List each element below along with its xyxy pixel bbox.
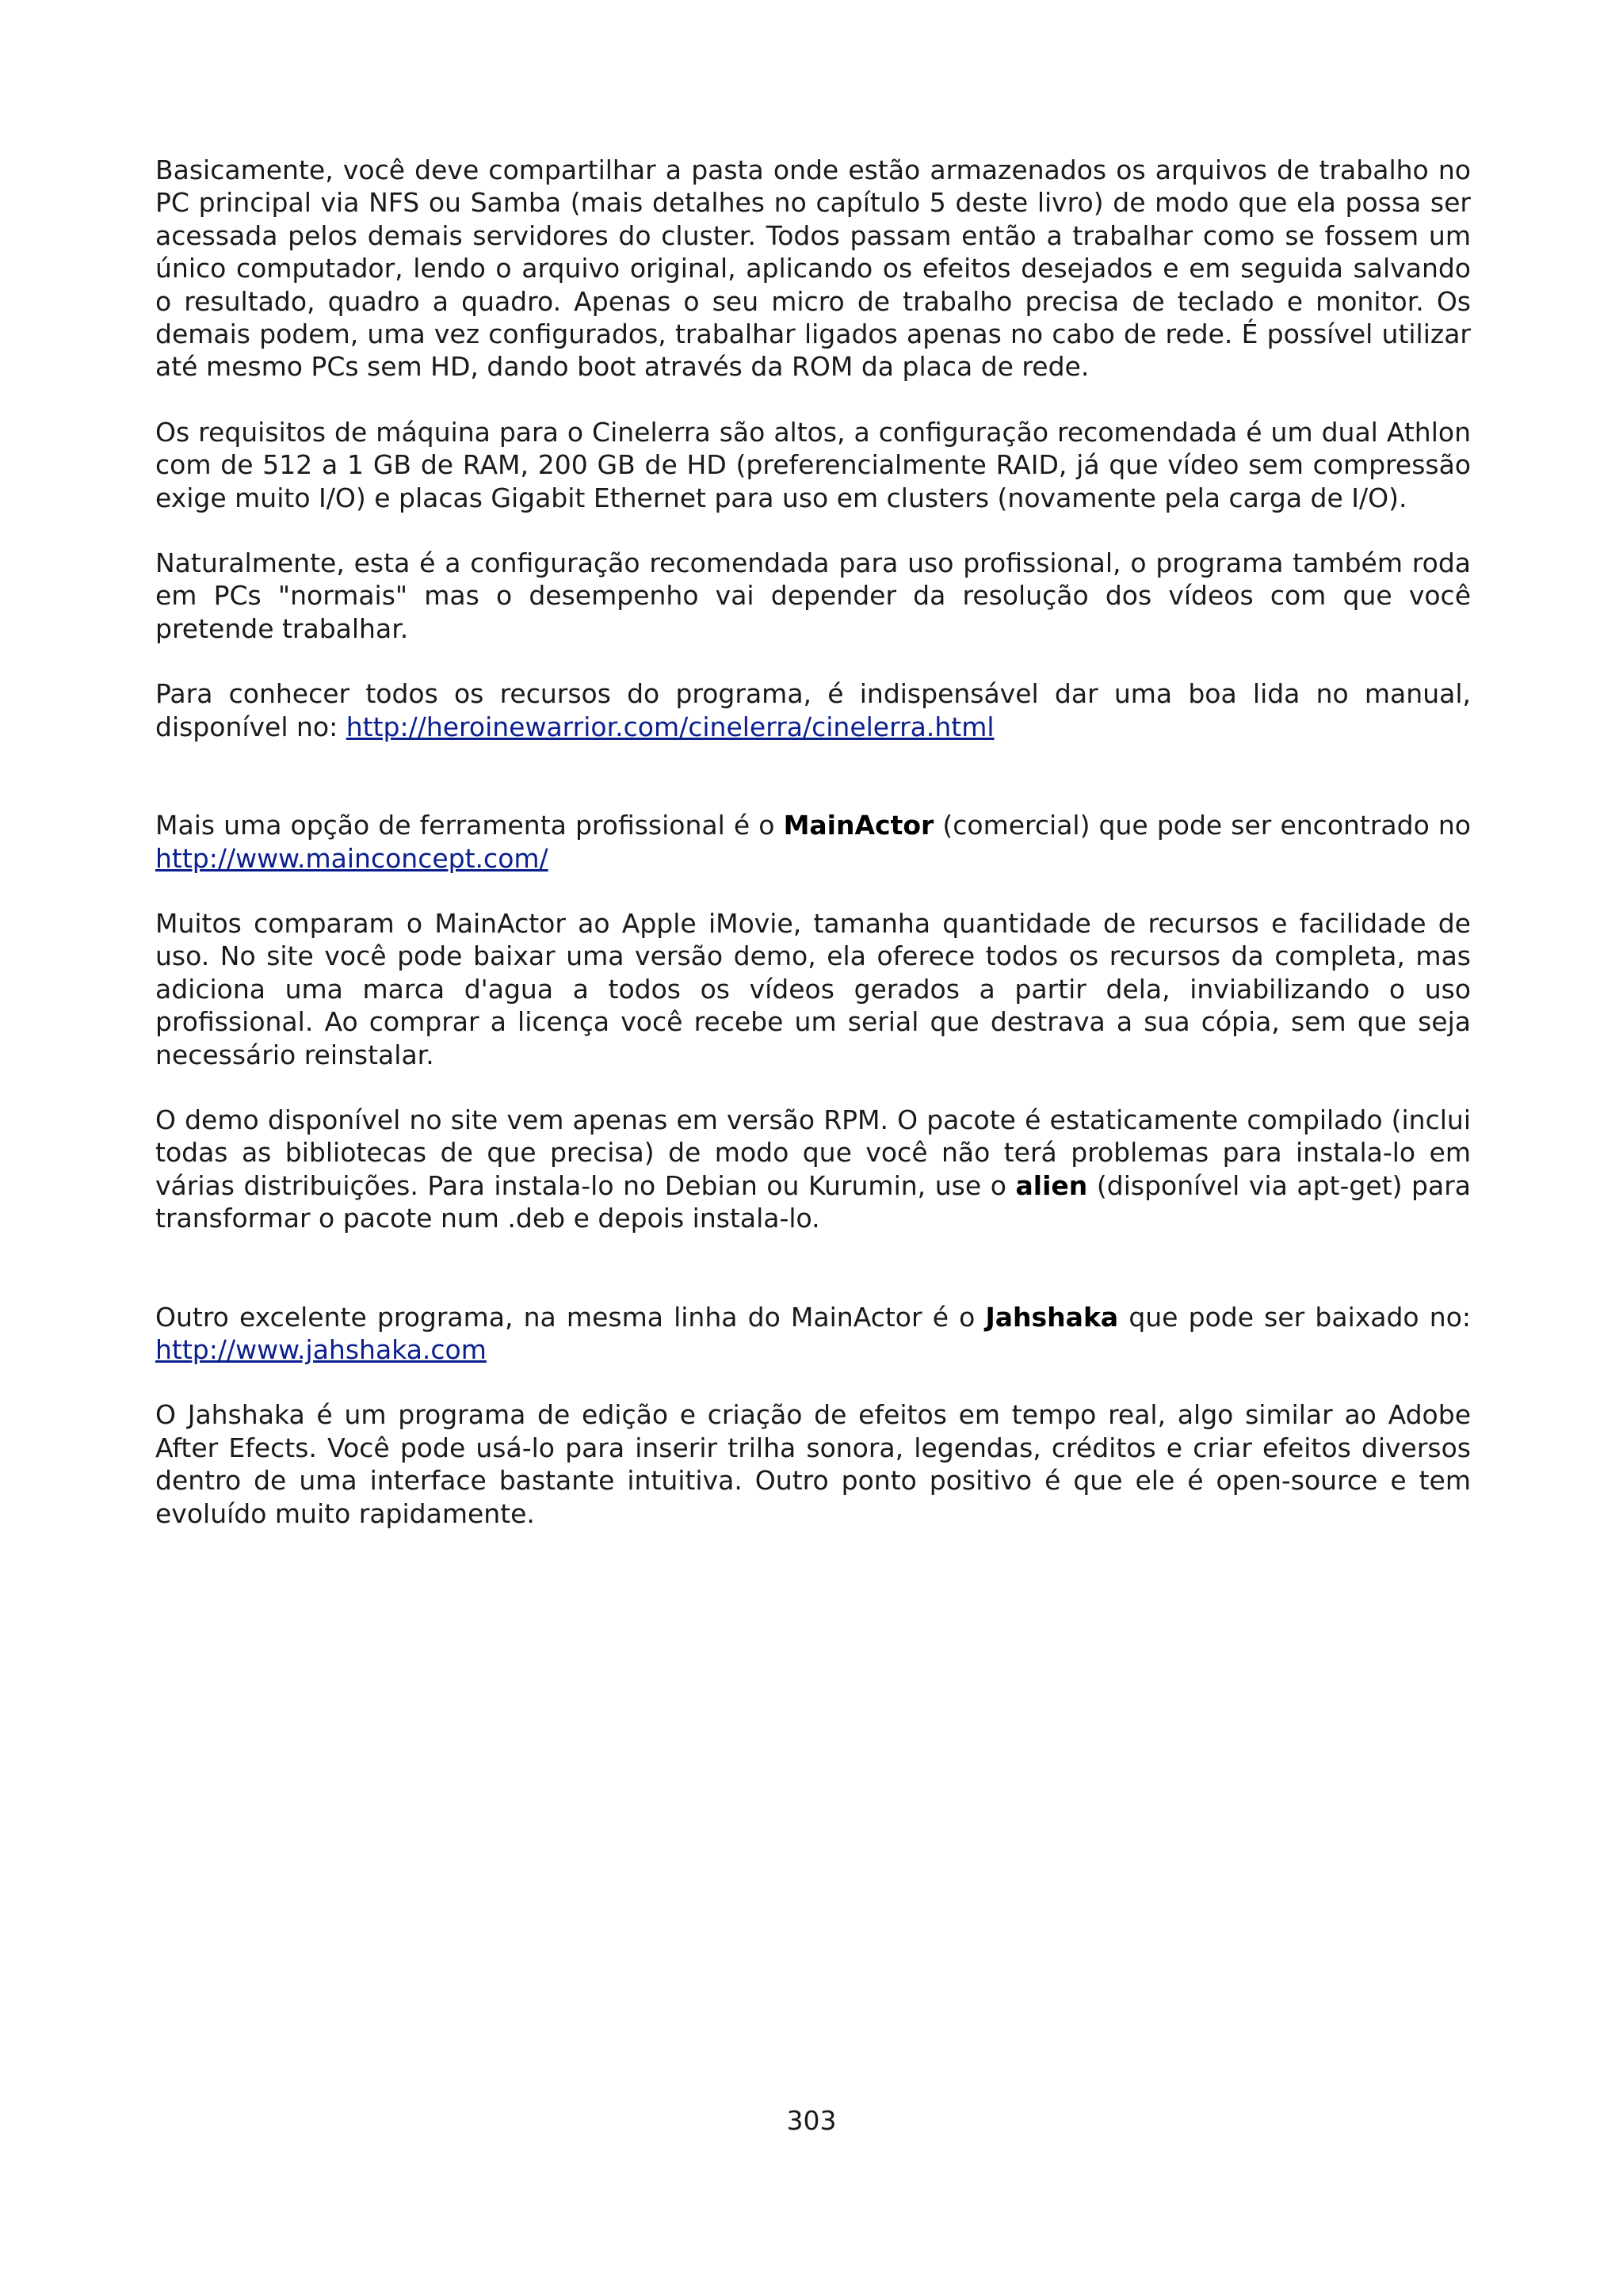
paragraph-gap (155, 875, 1471, 907)
paragraph-mainactor-install (155, 1104, 1471, 1235)
paragraph-mainactor-intro (155, 809, 1471, 875)
paragraph-gap (155, 1366, 1471, 1398)
page-body (155, 154, 1471, 1530)
paragraph-text: Outro excelente programa, na mesma linha do MainActor é o (155, 1301, 986, 1333)
paragraph-jahshaka-description: O Jahshaka é um programa de edição e criação de efeitos em tempo real, algo similar ao Adobe After Efects. Você pode usá-lo para inserir trilha sonora, legendas, créditos e criar efeitos diversos dentro de uma interface bastante intuitiva. Outro ponto positivo é que ele é open-source e tem evoluído muito rapidamente. (155, 1399, 1471, 1529)
paragraph-mainactor-comparison: Muitos comparam o MainActor ao Apple iMovie, tamanha quantidade de recursos e facilidade de uso. No site você pode baixar uma versão demo, ela oferece todos os recursos da completa, mas adiciona uma marca d'agua a todos os vídeos gerados a partir dela, inviabilizando o uso profissional. Ao comprar a licença você recebe um serial que destrava a sua cópia, sem que seja necessário reinstalar. (155, 907, 1471, 1070)
mainconcept-link[interactable]: http://www.mainconcept.com/ (155, 842, 548, 874)
paragraph-text: (comercial) que pode ser encontrado no (934, 810, 1471, 841)
paragraph-professional-use: Naturalmente, esta é a configuração recomendada para uso profissional, o programa também roda em PCs "normais" mas o desempenho vai depender da resolução dos vídeos com que você pretende trabalhar. (155, 547, 1471, 644)
mainactor-bold: MainActor (783, 810, 934, 841)
paragraph-gap (155, 1071, 1471, 1104)
paragraph-cinelerra-manual (155, 677, 1471, 743)
page-number: 303 (786, 2105, 837, 2136)
paragraph-gap (155, 383, 1471, 416)
paragraph-text: (disponível via apt-get) para transformar o pacote num .deb e depois instala-lo. (155, 1169, 1472, 1234)
section-gap (155, 743, 1471, 809)
paragraph-gap (155, 514, 1471, 547)
alien-bold: alien (1015, 1169, 1088, 1201)
paragraph-cluster-setup: Basicamente, você deve compartilhar a pasta onde estão armazenados os arquivos de trabalho no PC principal via NFS ou Samba (mais detalhes no capítulo 5 deste livro) de modo que ela possa ser acessada pelos demais servidores do cluster. Todos passam então a trabalhar como se fossem um único computador, lendo o arquivo original, aplicando os efeitos desejados e em seguida salvando o resultado, quadro a quadro. Apenas o seu micro de trabalho precisa de teclado e monitor. Os demais podem, uma vez configurados, trabalhar ligados apenas no cabo de rede. É possível utilizar até mesmo PCs sem HD, dando boot através da ROM da placa de rede. (155, 154, 1471, 383)
jahshaka-bold: Jahshaka (985, 1301, 1119, 1333)
paragraph-text: Para conhecer todos os recursos do programa, é indispensável dar uma boa lida no manual, disponível no: (155, 678, 1471, 742)
paragraph-jahshaka-intro (155, 1301, 1471, 1367)
paragraph-hardware-requirements: Os requisitos de máquina para o Cinelerra são altos, a configuração recomendada é um dual Athlon com de 512 a 1 GB de RAM, 200 GB de HD (preferencialmente RAID, já que vídeo sem compressão exige muito I/O) e placas Gigabit Ethernet para uso em clusters (novamente pela carga de I/O). (155, 416, 1471, 513)
paragraph-text: O demo disponível no site vem apenas em versão RPM. O pacote é estaticamente compilado (inclui todas as bibliotecas de que precisa) de modo que você não terá problemas para instala-lo em várias distribuições. Para instala-lo no Debian ou Kurumin, use o (155, 1104, 1471, 1201)
paragraph-text: Mais uma opção de ferramenta profissional é o (155, 810, 784, 841)
section-gap (155, 1235, 1471, 1301)
paragraph-gap (155, 645, 1471, 677)
cinelerra-manual-link[interactable]: http://heroinewarrior.com/cinelerra/cinelerra.html (346, 711, 995, 742)
jahshaka-link[interactable]: http://www.jahshaka.com (155, 1333, 487, 1365)
paragraph-text: que pode ser baixado no: (1118, 1301, 1472, 1333)
